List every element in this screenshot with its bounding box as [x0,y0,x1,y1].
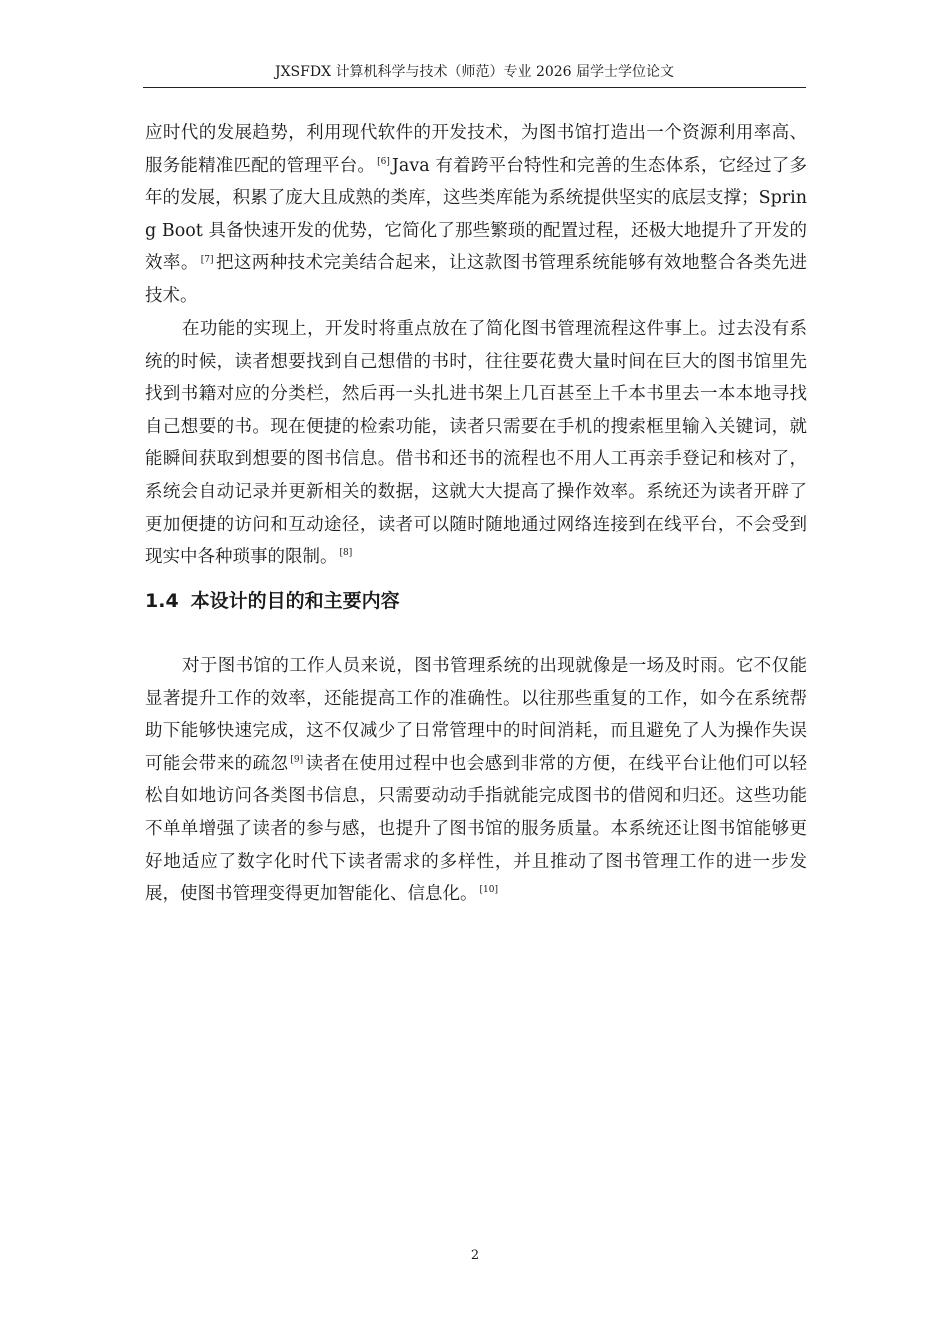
section-title: 本设计的目的和主要内容 [190,590,400,612]
paragraph-3-text-a: 对于图书馆的工作人员来说，图书管理系统的出现就像是一场及时雨。它不仅能显著提升工作的效率，还能提高工作的准确性。以往那些重复的工作，如今在系统帮助下能够快速完成，这不仅减少了日常管理中的时间消耗，而且避免了人为操作失误可能会带来的疏忽 [145,656,807,774]
citation-8: [8] [339,548,353,559]
paragraph-2-text: 在功能的实现上，开发时将重点放在了简化图书管理流程这件事上。过去没有系统的时候，读者想要找到自己想借的书时，往往要花费大量时间在巨大的图书馆里先找到书籍对应的分类栏，然后再一头扎进书架上几百甚至上千本书里去一本本地寻找自己想要的书。现在便捷的检索功能，读者只需要在手机的搜索框里输入关键词，就能瞬间获取到想要的图书信息。借书和还书的流程也不用人工再亲手登记和核对了，系统会自动记录并更新相关的数据，这就大大提高了操作效率。系统还为读者开辟了更加便捷的访问和互动途径，读者可以随时随地通过网络连接到在线平台，不会受到现实中各种琐事的限制。 [145,319,807,568]
section-heading [145,586,400,616]
paragraph-3-text-b: 读者在使用过程中也会感到非常的方便，在线平台让他们可以轻松自如地访问各类图书信息，只需要动动手指就能完成图书的借阅和归还。这些功能不单单增强了读者的参与感，也提升了图书馆的服务质量。本系统还让图书馆能够更好地适应了数字化时代下读者需求的多样性，并且推动了图书管理工作的进一步发展，使图书管理变得更加智能化、信息化。 [145,753,807,905]
section-number: 1.4 [145,590,179,612]
paragraph-1-text-b: Java 有着跨平台特性和完善的生态体系，它经过了多年的发展，积累了庞大且成熟的类库，这些类库能为系统提供坚实的底层支撑；Spring Boot 具备快速开发的优势，它简化了那些繁琐的配置过程，还极大地提升了开发的效率。 [145,155,807,274]
citation-9: [9] [290,754,304,765]
paragraph-1-text-c: 把这两种技术完美结合起来，让这款图书管理系统能够有效地整合各类先进技术。 [145,253,808,306]
running-header: JXSFDX 计算机科学与技术（师范）专业 2026 届学士学位论文 [274,64,675,80]
header-rule [143,87,806,88]
paragraph-1 [145,117,807,313]
page-number: 2 [470,1248,480,1263]
citation-6: [6] [377,156,390,167]
paragraph-3 [145,650,807,911]
citation-7: [7] [200,254,214,265]
citation-10: [10] [479,885,498,896]
paragraph-2 [145,313,807,574]
paragraph-1-text-a: 应时代的发展趋势，利用现代软件的开发技术，为图书馆打造出一个资源利用率高、服务能精准匹配的管理平台。 [145,123,807,176]
